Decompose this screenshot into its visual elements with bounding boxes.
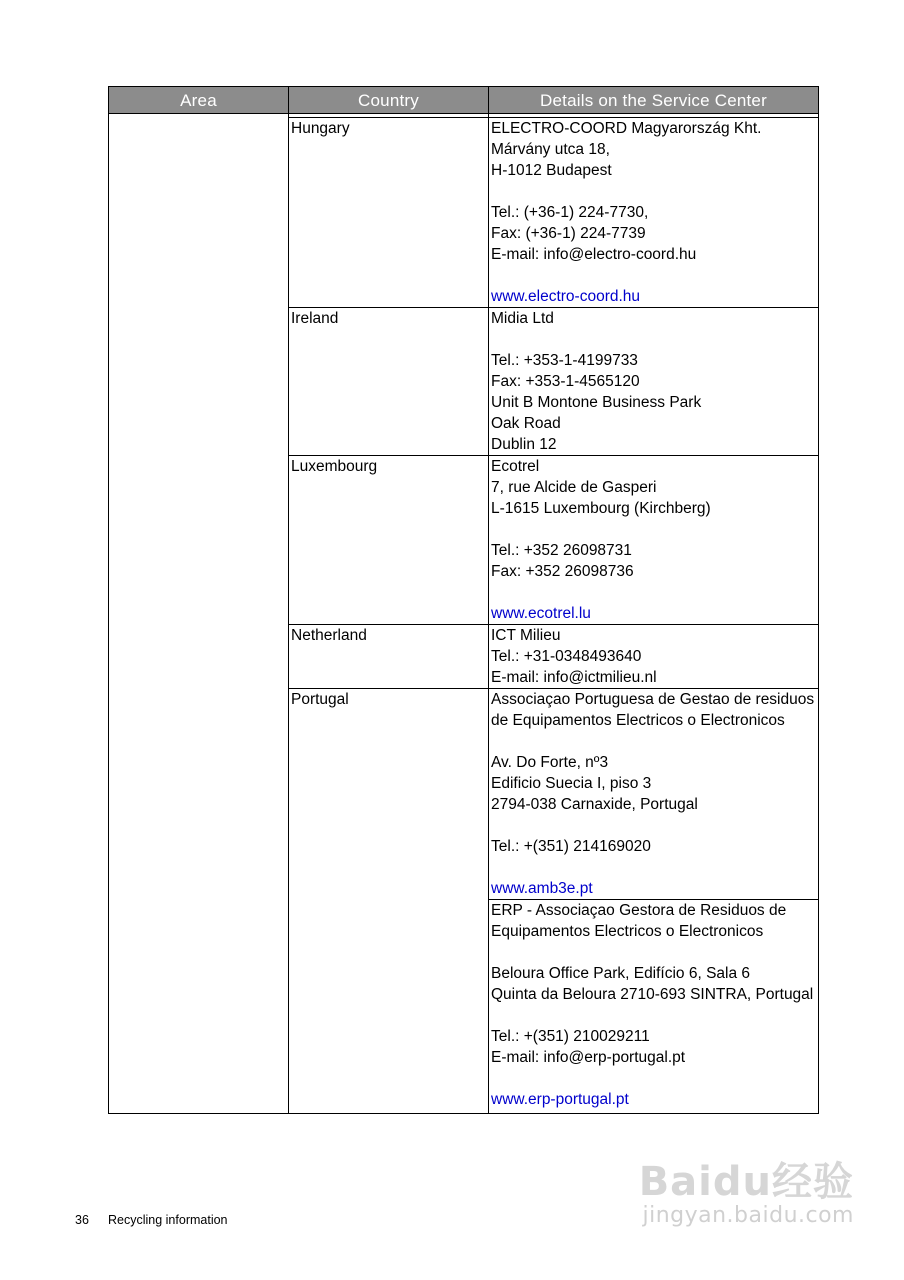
watermark: [639, 1150, 854, 1228]
details-cell: ELECTRO-COORD Magyarország Kht. Márvány utca 18, H-1012 Budapest Tel.: (+36-1) 224-7730, Fax: (+36-1) 224-7739 E-mail: info@electro-coord.hu www.electro-coord.hu: [489, 118, 819, 308]
country-cell: Hungary: [289, 118, 489, 308]
website-link[interactable]: www.erp-portugal.pt: [491, 1091, 629, 1108]
header-country: Country: [289, 87, 489, 114]
header-area: Area: [109, 87, 289, 114]
watermark-brand: Baidu经验: [638, 1159, 854, 1205]
details-cell: ICT Milieu Tel.: +31-0348493640 E-mail: info@ictmilieu.nl: [489, 625, 819, 689]
country-cell: Portugal: [289, 689, 489, 1114]
country-cell: Luxembourg: [289, 456, 489, 625]
watermark-url: jingyan.baidu.com: [642, 1203, 854, 1228]
page-footer: [75, 1213, 228, 1227]
table-header-row: [109, 87, 819, 114]
footer-section-title: Recycling information: [108, 1213, 228, 1227]
details-cell: ERP - Associaçao Gestora de Residuos de Equipamentos Electricos o Electronicos Beloura Office Park, Edifício 6, Sala 6 Quinta da Beloura 2710-693 SINTRA, Portugal Tel.: +(351) 210029211 E-mail: info@erp-portugal.pt www.erp-portugal.pt: [489, 900, 819, 1114]
website-link[interactable]: www.amb3e.pt: [491, 880, 593, 897]
page-number: 36: [75, 1213, 89, 1227]
country-cell: Netherland: [289, 625, 489, 689]
area-cell: [109, 114, 289, 1114]
website-link[interactable]: www.electro-coord.hu: [491, 288, 641, 305]
details-cell: Midia Ltd Tel.: +353-1-4199733 Fax: +353-1-4565120 Unit B Montone Business Park Oak Road Dublin 12: [489, 308, 819, 456]
details-cell: Ecotrel 7, rue Alcide de Gasperi L-1615 Luxembourg (Kirchberg) Tel.: +352 26098731 Fax: +352 26098736 www.ecotrel.lu: [489, 456, 819, 625]
details-cell: Associaçao Portuguesa de Gestao de residuos de Equipamentos Electricos o Electronicos Av. Do Forte, nº3 Edificio Suecia I, piso 3 2794-038 Carnaxide, Portugal Tel.: +(351) 214169020 www.amb3e.pt: [489, 689, 819, 900]
service-center-table: [108, 86, 819, 1114]
country-cell: Ireland: [289, 308, 489, 456]
website-link[interactable]: www.ecotrel.lu: [491, 605, 591, 622]
header-details: Details on the Service Center: [489, 87, 819, 114]
